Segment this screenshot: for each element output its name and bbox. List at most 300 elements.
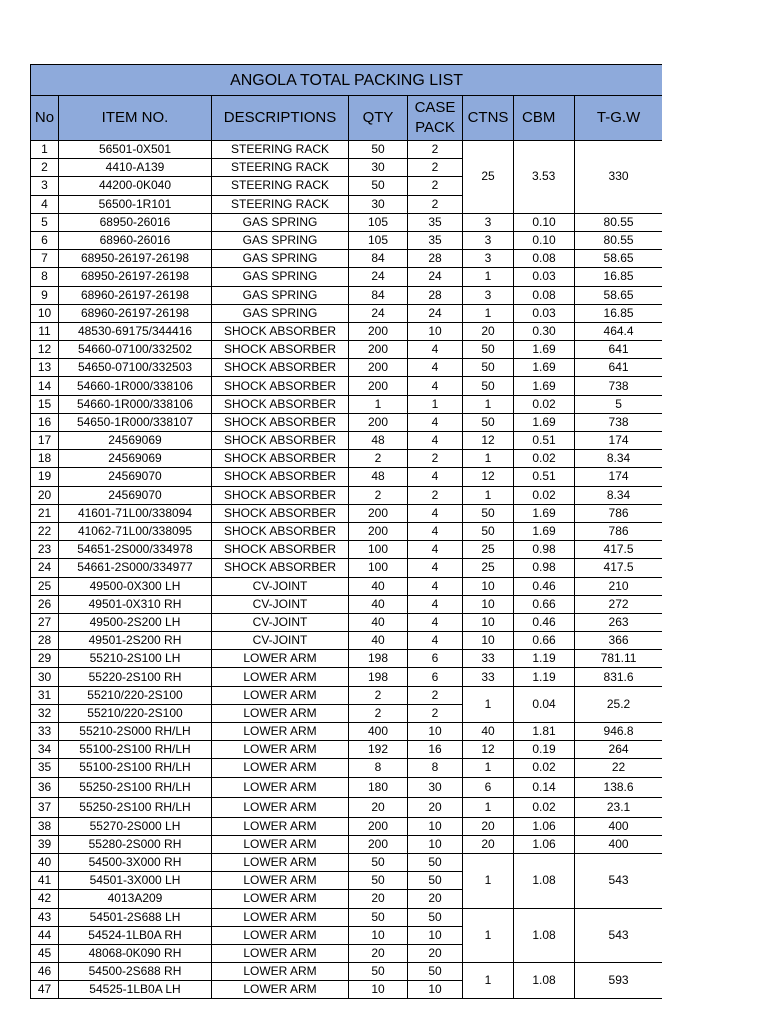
- cell-item-no: 68960-26016: [59, 231, 212, 249]
- cell-item-no: 55210/220-2S100: [59, 704, 212, 722]
- cell-cbm: 3.53: [514, 141, 575, 214]
- cell-item-no: 68950-26197-26198: [59, 268, 212, 286]
- cell-description: LOWER ARM: [212, 872, 349, 890]
- cell-item-no: 54500-2S688 RH: [59, 963, 212, 981]
- cell-item-no: 49501-0X310 RH: [59, 595, 212, 613]
- cell-tgw: 210: [575, 577, 663, 595]
- cell-item-no: 55220-2S100 RH: [59, 668, 212, 686]
- cell-qty: 50: [349, 872, 408, 890]
- cell-tgw: 330: [575, 141, 663, 214]
- table-row: [31, 522, 663, 540]
- cell-no: 4: [31, 195, 59, 213]
- cell-description: SHOCK ABSORBER: [212, 541, 349, 559]
- cell-qty: 40: [349, 595, 408, 613]
- cell-qty: 48: [349, 468, 408, 486]
- cell-qty: 50: [349, 853, 408, 871]
- cell-ctns: 20: [463, 835, 514, 853]
- cell-tgw: 366: [575, 632, 663, 650]
- cell-description: GAS SPRING: [212, 286, 349, 304]
- cell-item-no: 55250-2S100 RH/LH: [59, 777, 212, 797]
- cell-case-pack: 4: [408, 522, 463, 540]
- cell-cbm: 0.14: [514, 777, 575, 797]
- table-title: ANGOLA TOTAL PACKING LIST: [31, 65, 663, 96]
- table-row: [31, 632, 663, 650]
- cell-qty: 50: [349, 908, 408, 926]
- cell-item-no: 24569070: [59, 468, 212, 486]
- table-row: [31, 432, 663, 450]
- cell-case-pack: 2: [408, 177, 463, 195]
- cell-qty: 2: [349, 704, 408, 722]
- table-row: [31, 559, 663, 577]
- cell-qty: 200: [349, 413, 408, 431]
- cell-description: SHOCK ABSORBER: [212, 413, 349, 431]
- cell-item-no: 4013A209: [59, 890, 212, 908]
- cell-case-pack: 2: [408, 486, 463, 504]
- cell-item-no: 54524-1LB0A RH: [59, 926, 212, 944]
- cell-description: LOWER ARM: [212, 650, 349, 668]
- cell-case-pack: 50: [408, 872, 463, 890]
- cell-qty: 105: [349, 231, 408, 249]
- cell-no: 39: [31, 835, 59, 853]
- header-ctns: CTNS: [463, 96, 514, 141]
- cell-cbm: 1.69: [514, 504, 575, 522]
- cell-cbm: 1.69: [514, 413, 575, 431]
- cell-qty: 100: [349, 541, 408, 559]
- cell-no: 23: [31, 541, 59, 559]
- cell-qty: 40: [349, 613, 408, 631]
- cell-description: LOWER ARM: [212, 963, 349, 981]
- cell-description: GAS SPRING: [212, 250, 349, 268]
- cell-case-pack: 20: [408, 890, 463, 908]
- table-row: [31, 835, 663, 853]
- cell-cbm: 0.08: [514, 250, 575, 268]
- cell-ctns: 50: [463, 377, 514, 395]
- cell-case-pack: 4: [408, 577, 463, 595]
- table-row: [31, 504, 663, 522]
- cell-tgw: 641: [575, 341, 663, 359]
- cell-tgw: 58.65: [575, 286, 663, 304]
- table-row: [31, 759, 663, 777]
- cell-no: 9: [31, 286, 59, 304]
- cell-qty: 10: [349, 926, 408, 944]
- cell-no: 44: [31, 926, 59, 944]
- table-row: [31, 577, 663, 595]
- cell-item-no: 24569070: [59, 486, 212, 504]
- cell-description: LOWER ARM: [212, 686, 349, 704]
- cell-description: SHOCK ABSORBER: [212, 395, 349, 413]
- cell-description: SHOCK ABSORBER: [212, 432, 349, 450]
- cell-case-pack: 4: [408, 613, 463, 631]
- cell-description: LOWER ARM: [212, 817, 349, 835]
- cell-qty: 50: [349, 141, 408, 159]
- cell-description: SHOCK ABSORBER: [212, 377, 349, 395]
- cell-cbm: 0.03: [514, 304, 575, 322]
- cell-cbm: 0.51: [514, 468, 575, 486]
- cell-description: GAS SPRING: [212, 304, 349, 322]
- cell-tgw: 738: [575, 377, 663, 395]
- cell-item-no: 55100-2S100 RH/LH: [59, 741, 212, 759]
- cell-qty: 105: [349, 213, 408, 231]
- cell-ctns: 10: [463, 595, 514, 613]
- cell-description: LOWER ARM: [212, 926, 349, 944]
- cell-description: CV-JOINT: [212, 595, 349, 613]
- cell-cbm: 0.30: [514, 322, 575, 340]
- cell-description: STEERING RACK: [212, 177, 349, 195]
- table-row: [31, 723, 663, 741]
- cell-description: SHOCK ABSORBER: [212, 359, 349, 377]
- cell-cbm: 1.06: [514, 817, 575, 835]
- cell-case-pack: 4: [408, 559, 463, 577]
- cell-case-pack: 20: [408, 797, 463, 817]
- cell-no: 30: [31, 668, 59, 686]
- cell-case-pack: 20: [408, 944, 463, 962]
- cell-tgw: 272: [575, 595, 663, 613]
- cell-qty: 10: [349, 981, 408, 999]
- cell-qty: 200: [349, 322, 408, 340]
- cell-cbm: 0.19: [514, 741, 575, 759]
- cell-item-no: 54650-07100/332503: [59, 359, 212, 377]
- cell-no: 43: [31, 908, 59, 926]
- cell-item-no: 54501-2S688 LH: [59, 908, 212, 926]
- cell-qty: 2: [349, 450, 408, 468]
- cell-ctns: 25: [463, 141, 514, 214]
- cell-no: 38: [31, 817, 59, 835]
- cell-cbm: 1.81: [514, 723, 575, 741]
- cell-tgw: 58.65: [575, 250, 663, 268]
- cell-case-pack: 4: [408, 377, 463, 395]
- cell-case-pack: 6: [408, 668, 463, 686]
- cell-description: LOWER ARM: [212, 890, 349, 908]
- cell-item-no: 24569069: [59, 450, 212, 468]
- cell-description: SHOCK ABSORBER: [212, 450, 349, 468]
- cell-qty: 198: [349, 668, 408, 686]
- cell-description: SHOCK ABSORBER: [212, 468, 349, 486]
- cell-tgw: 786: [575, 504, 663, 522]
- cell-ctns: 25: [463, 541, 514, 559]
- cell-ctns: 3: [463, 231, 514, 249]
- cell-description: SHOCK ABSORBER: [212, 522, 349, 540]
- cell-ctns: 33: [463, 650, 514, 668]
- cell-case-pack: 10: [408, 981, 463, 999]
- cell-item-no: 54500-3X000 RH: [59, 853, 212, 871]
- cell-no: 34: [31, 741, 59, 759]
- table-row: [31, 341, 663, 359]
- cell-cbm: 1.19: [514, 650, 575, 668]
- header-no: No: [31, 96, 59, 141]
- cell-tgw: 22: [575, 759, 663, 777]
- cell-description: SHOCK ABSORBER: [212, 504, 349, 522]
- cell-item-no: 48068-0K090 RH: [59, 944, 212, 962]
- cell-description: LOWER ARM: [212, 741, 349, 759]
- cell-qty: 20: [349, 890, 408, 908]
- cell-case-pack: 1: [408, 395, 463, 413]
- cell-tgw: 417.5: [575, 541, 663, 559]
- cell-no: 27: [31, 613, 59, 631]
- cell-case-pack: 50: [408, 853, 463, 871]
- cell-item-no: 4410-A139: [59, 159, 212, 177]
- cell-no: 28: [31, 632, 59, 650]
- cell-cbm: 1.69: [514, 522, 575, 540]
- cell-case-pack: 10: [408, 723, 463, 741]
- cell-item-no: 54651-2S000/334978: [59, 541, 212, 559]
- table-row: [31, 231, 663, 249]
- cell-qty: 20: [349, 797, 408, 817]
- cell-item-no: 55210/220-2S100: [59, 686, 212, 704]
- packing-list-table: [30, 64, 662, 999]
- cell-description: CV-JOINT: [212, 577, 349, 595]
- cell-item-no: 55270-2S000 LH: [59, 817, 212, 835]
- cell-cbm: 0.02: [514, 395, 575, 413]
- cell-tgw: 781.11: [575, 650, 663, 668]
- cell-item-no: 55210-2S000 RH/LH: [59, 723, 212, 741]
- cell-case-pack: 4: [408, 359, 463, 377]
- cell-ctns: 1: [463, 908, 514, 963]
- cell-item-no: 55280-2S000 RH: [59, 835, 212, 853]
- table-body: [31, 141, 663, 999]
- cell-description: STEERING RACK: [212, 195, 349, 213]
- cell-description: LOWER ARM: [212, 853, 349, 871]
- cell-no: 3: [31, 177, 59, 195]
- cell-case-pack: 6: [408, 650, 463, 668]
- cell-qty: 180: [349, 777, 408, 797]
- cell-ctns: 1: [463, 268, 514, 286]
- table-row: [31, 468, 663, 486]
- cell-qty: 84: [349, 250, 408, 268]
- cell-description: LOWER ARM: [212, 908, 349, 926]
- cell-cbm: 1.69: [514, 359, 575, 377]
- cell-ctns: 25: [463, 559, 514, 577]
- cell-no: 13: [31, 359, 59, 377]
- cell-case-pack: 4: [408, 341, 463, 359]
- cell-no: 40: [31, 853, 59, 871]
- cell-qty: 400: [349, 723, 408, 741]
- cell-no: 5: [31, 213, 59, 231]
- cell-no: 19: [31, 468, 59, 486]
- table-row: [31, 486, 663, 504]
- cell-description: STEERING RACK: [212, 141, 349, 159]
- cell-ctns: 1: [463, 759, 514, 777]
- cell-qty: 20: [349, 944, 408, 962]
- cell-qty: 48: [349, 432, 408, 450]
- cell-qty: 40: [349, 632, 408, 650]
- cell-description: LOWER ARM: [212, 704, 349, 722]
- cell-tgw: 8.34: [575, 486, 663, 504]
- cell-no: 37: [31, 797, 59, 817]
- header-descriptions: DESCRIPTIONS: [212, 96, 349, 141]
- cell-tgw: 16.85: [575, 304, 663, 322]
- cell-case-pack: 4: [408, 413, 463, 431]
- cell-ctns: 33: [463, 668, 514, 686]
- cell-no: 33: [31, 723, 59, 741]
- cell-cbm: 0.02: [514, 450, 575, 468]
- cell-ctns: 3: [463, 286, 514, 304]
- cell-item-no: 55100-2S100 RH/LH: [59, 759, 212, 777]
- cell-description: GAS SPRING: [212, 213, 349, 231]
- cell-tgw: 174: [575, 468, 663, 486]
- cell-qty: 2: [349, 686, 408, 704]
- cell-case-pack: 2: [408, 450, 463, 468]
- header-cbm: CBM: [514, 96, 575, 141]
- cell-case-pack: 28: [408, 286, 463, 304]
- header-case-pack: CASE PACK: [408, 96, 463, 141]
- cell-ctns: 10: [463, 613, 514, 631]
- packing-list-sheet: [30, 64, 662, 1006]
- cell-item-no: 68960-26197-26198: [59, 286, 212, 304]
- cell-ctns: 10: [463, 577, 514, 595]
- cell-description: LOWER ARM: [212, 777, 349, 797]
- cell-ctns: 50: [463, 504, 514, 522]
- cell-no: 7: [31, 250, 59, 268]
- cell-tgw: 946.8: [575, 723, 663, 741]
- cell-cbm: 1.08: [514, 908, 575, 963]
- cell-qty: 30: [349, 195, 408, 213]
- cell-cbm: 1.08: [514, 963, 575, 999]
- cell-cbm: 0.98: [514, 541, 575, 559]
- table-row: [31, 686, 663, 704]
- cell-ctns: 1: [463, 963, 514, 999]
- cell-item-no: 49500-0X300 LH: [59, 577, 212, 595]
- cell-tgw: 417.5: [575, 559, 663, 577]
- table-row: [31, 817, 663, 835]
- cell-tgw: 543: [575, 908, 663, 963]
- cell-qty: 200: [349, 377, 408, 395]
- cell-no: 29: [31, 650, 59, 668]
- cell-case-pack: 2: [408, 195, 463, 213]
- cell-ctns: 12: [463, 468, 514, 486]
- cell-ctns: 50: [463, 341, 514, 359]
- cell-ctns: 1: [463, 686, 514, 722]
- cell-item-no: 54660-1R000/338106: [59, 395, 212, 413]
- cell-tgw: 593: [575, 963, 663, 999]
- cell-tgw: 80.55: [575, 231, 663, 249]
- cell-case-pack: 4: [408, 632, 463, 650]
- cell-description: LOWER ARM: [212, 944, 349, 962]
- cell-item-no: 54660-07100/332502: [59, 341, 212, 359]
- cell-description: LOWER ARM: [212, 797, 349, 817]
- cell-ctns: 40: [463, 723, 514, 741]
- cell-no: 46: [31, 963, 59, 981]
- cell-item-no: 54501-3X000 LH: [59, 872, 212, 890]
- cell-tgw: 400: [575, 835, 663, 853]
- cell-ctns: 50: [463, 522, 514, 540]
- cell-no: 2: [31, 159, 59, 177]
- cell-case-pack: 4: [408, 432, 463, 450]
- cell-item-no: 49501-2S200 RH: [59, 632, 212, 650]
- cell-item-no: 54661-2S000/334977: [59, 559, 212, 577]
- cell-case-pack: 10: [408, 322, 463, 340]
- cell-description: LOWER ARM: [212, 723, 349, 741]
- cell-tgw: 8.34: [575, 450, 663, 468]
- cell-ctns: 1: [463, 450, 514, 468]
- cell-case-pack: 4: [408, 504, 463, 522]
- table-row: [31, 797, 663, 817]
- cell-case-pack: 2: [408, 141, 463, 159]
- cell-no: 20: [31, 486, 59, 504]
- cell-case-pack: 2: [408, 686, 463, 704]
- cell-description: GAS SPRING: [212, 268, 349, 286]
- table-row: [31, 853, 663, 871]
- cell-no: 12: [31, 341, 59, 359]
- cell-cbm: 0.02: [514, 486, 575, 504]
- cell-tgw: 80.55: [575, 213, 663, 231]
- header-qty: QTY: [349, 96, 408, 141]
- table-row: [31, 668, 663, 686]
- table-row: [31, 777, 663, 797]
- cell-description: STEERING RACK: [212, 159, 349, 177]
- cell-case-pack: 10: [408, 835, 463, 853]
- cell-qty: 200: [349, 522, 408, 540]
- cell-case-pack: 2: [408, 159, 463, 177]
- table-row: [31, 613, 663, 631]
- table-row: [31, 268, 663, 286]
- table-row: [31, 413, 663, 431]
- cell-cbm: 0.03: [514, 268, 575, 286]
- cell-cbm: 0.02: [514, 797, 575, 817]
- cell-case-pack: 28: [408, 250, 463, 268]
- cell-ctns: 1: [463, 853, 514, 908]
- cell-ctns: 1: [463, 304, 514, 322]
- cell-qty: 30: [349, 159, 408, 177]
- cell-cbm: 0.08: [514, 286, 575, 304]
- table-row: [31, 250, 663, 268]
- cell-case-pack: 4: [408, 595, 463, 613]
- cell-tgw: 738: [575, 413, 663, 431]
- cell-ctns: 50: [463, 359, 514, 377]
- cell-cbm: 0.51: [514, 432, 575, 450]
- cell-qty: 2: [349, 486, 408, 504]
- cell-tgw: 264: [575, 741, 663, 759]
- cell-item-no: 24569069: [59, 432, 212, 450]
- table-row: [31, 141, 663, 159]
- cell-ctns: 1: [463, 486, 514, 504]
- cell-ctns: 10: [463, 632, 514, 650]
- cell-ctns: 3: [463, 250, 514, 268]
- cell-qty: 200: [349, 817, 408, 835]
- table-row: [31, 741, 663, 759]
- cell-tgw: 543: [575, 853, 663, 908]
- cell-case-pack: 4: [408, 541, 463, 559]
- cell-qty: 198: [349, 650, 408, 668]
- cell-tgw: 263: [575, 613, 663, 631]
- cell-description: CV-JOINT: [212, 613, 349, 631]
- cell-tgw: 400: [575, 817, 663, 835]
- cell-ctns: 3: [463, 213, 514, 231]
- cell-item-no: 49500-2S200 LH: [59, 613, 212, 631]
- cell-no: 35: [31, 759, 59, 777]
- cell-qty: 200: [349, 359, 408, 377]
- cell-no: 10: [31, 304, 59, 322]
- cell-no: 11: [31, 322, 59, 340]
- cell-cbm: 0.10: [514, 231, 575, 249]
- cell-qty: 100: [349, 559, 408, 577]
- cell-item-no: 44200-0K040: [59, 177, 212, 195]
- cell-item-no: 41062-71L00/338095: [59, 522, 212, 540]
- cell-no: 21: [31, 504, 59, 522]
- table-row: [31, 541, 663, 559]
- cell-case-pack: 35: [408, 213, 463, 231]
- table-row: [31, 286, 663, 304]
- cell-description: CV-JOINT: [212, 632, 349, 650]
- cell-qty: 200: [349, 341, 408, 359]
- cell-case-pack: 24: [408, 268, 463, 286]
- cell-item-no: 55250-2S100 RH/LH: [59, 797, 212, 817]
- cell-no: 36: [31, 777, 59, 797]
- cell-no: 15: [31, 395, 59, 413]
- cell-case-pack: 30: [408, 777, 463, 797]
- cell-item-no: 56500-1R101: [59, 195, 212, 213]
- cell-tgw: 831.6: [575, 668, 663, 686]
- cell-ctns: 50: [463, 413, 514, 431]
